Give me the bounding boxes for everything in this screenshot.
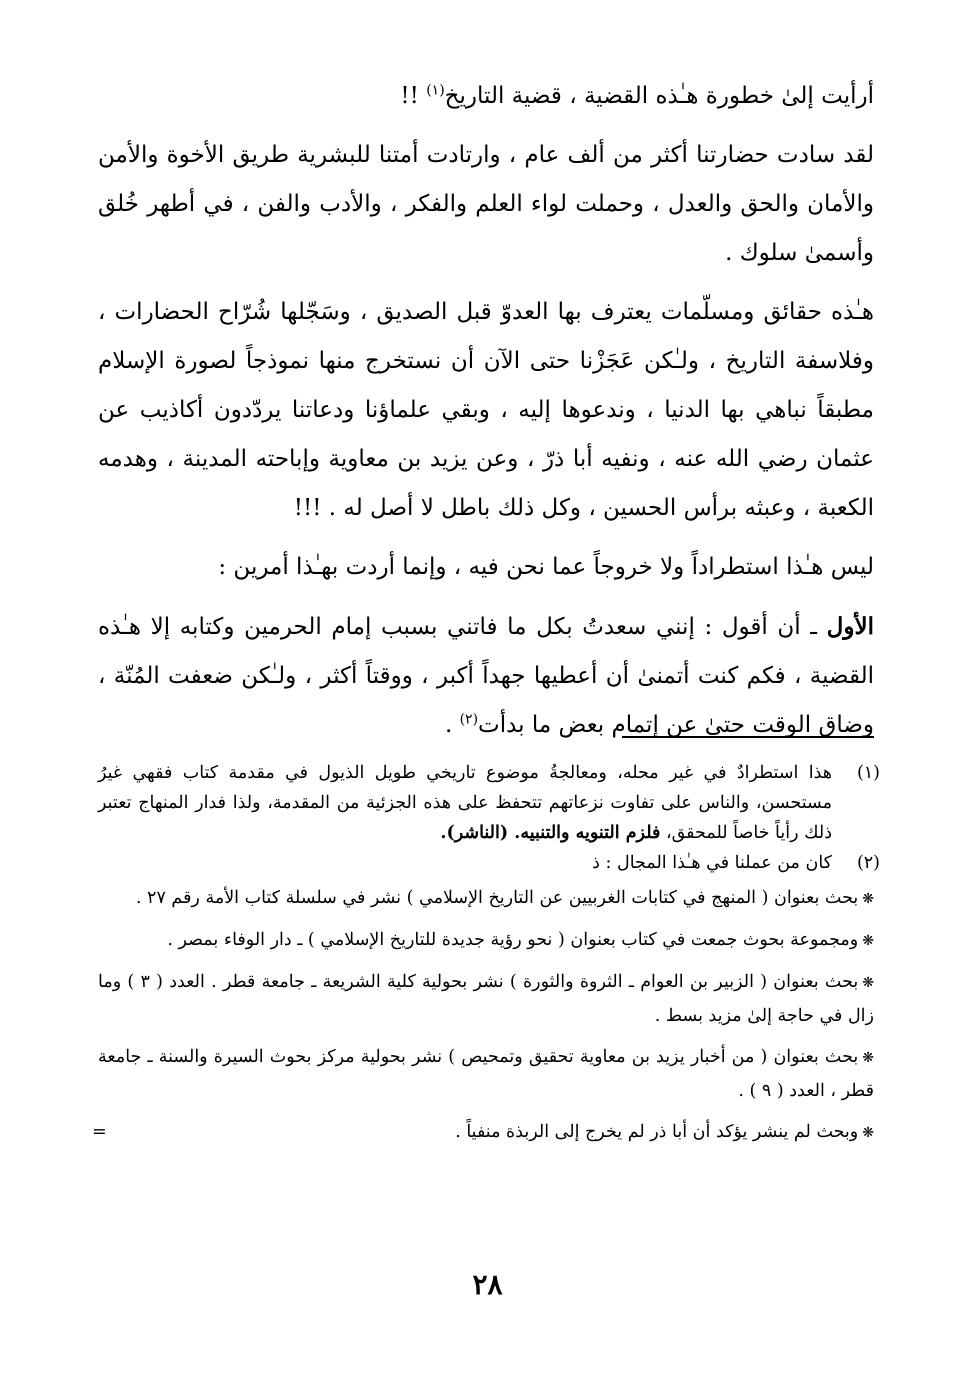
list-item-text: بحث بعنوان ( المنهج في كتابات الغربيين عن التاريخ الإسلامي ) نشر في سلسلة كتاب الأمة رقم ٢٧ . xyxy=(135,888,859,908)
footnote-1-text: هذا استطرادٌ في غير محله، ومعالجةُ موضوع تاريخي طويل الذيول في مقدمة كتاب فقهي غيرُ مستحسن، والناس على تفاوت نزعاتهم تتحفظ على هذه الجزئية من المقدمة، ولذا فدار المنهاج تعتبر ذلك رأياً خاصاً للمحقق، xyxy=(98,763,832,843)
paragraph-5-text: ـ أن أقول : إنني سعدتُ بكل ما فاتني بسبب إمام الحرمين وكتابه إلا هـٰذه القضية ، فكم كنت أتمنىٰ أن أعطيها جهداً أكبر ، ووقتاً أكثر ، ولـٰكن ضعفت المُنّة ، وضاق الوقت حتىٰ عن إتمام بعض ما بدأت xyxy=(98,614,874,738)
list-item-text: ومجموعة بحوث جمعت في كتاب بعنوان ( نحو رؤية جديدة للتاريخ الإسلامي ) ـ دار الوفاء بمصر . xyxy=(167,930,859,950)
list-item-text: بحث بعنوان ( الزبير بن العوام ـ الثروة والثورة ) نشر بحولية كلية الشريعة ـ جامعة قطر . العدد ( ٣ ) وما زال في حاجة إلىٰ مزيد بسط . xyxy=(98,972,874,1026)
footnote-2-list xyxy=(92,882,880,1150)
paragraph-2: لقد سادت حضارتنا أكثر من ألف عام ، وارتادت أمتنا للبشرية طريق الأخوة والأمن والأمان والحق والعدل ، وحملت لواء العلم والفكر ، والأدب والفن ، في أطهر خُلق وأسمىٰ سلوك . xyxy=(98,142,874,266)
list-item xyxy=(98,924,874,958)
footnote-1 xyxy=(98,758,880,848)
list-item xyxy=(98,966,874,1033)
footnote-1-bold: فلزم التنويه والتنبيه. (الناشر). xyxy=(440,823,661,843)
list-item xyxy=(98,1041,874,1108)
asterisk-icon: ❋ xyxy=(862,891,874,907)
footnote-2-text: كان من عملنا في هـٰذا المجال : ذ xyxy=(592,853,832,873)
continuation-mark: = xyxy=(92,1122,107,1142)
asterisk-icon: ❋ xyxy=(862,933,874,949)
asterisk-icon: ❋ xyxy=(862,975,874,991)
paragraph-1 xyxy=(98,72,874,121)
footnote-ref-2: (٢) xyxy=(459,711,479,728)
footnote-1-number: (١) xyxy=(856,763,880,783)
paragraph-1-end: !! xyxy=(400,83,427,109)
list-item-text: بحث بعنوان ( من أخبار يزيد بن معاوية تحقيق وتمحيص ) نشر بحولية مركز بحوث السيرة والسنة ـ جامعة قطر ، العدد ( ٩ ) . xyxy=(98,1047,874,1101)
main-text xyxy=(98,72,874,750)
asterisk-icon: ❋ xyxy=(862,1050,874,1066)
paragraph-5-end: . xyxy=(444,712,460,738)
footnote-1-body xyxy=(98,758,832,848)
list-item xyxy=(92,1116,874,1150)
footnotes xyxy=(92,758,880,1158)
footnote-2-number: (٢) xyxy=(856,853,880,873)
footnote-separator xyxy=(622,736,874,738)
paragraph-4: ليس هـٰذا استطراداً ولا خروجاً عما نحن فيه ، وإنما أردت بهـٰذا أمرين : xyxy=(218,554,874,580)
paragraph-5-lead: الأول xyxy=(826,613,874,640)
footnote-ref-1: (١) xyxy=(426,82,445,99)
page-number: ٢٨ xyxy=(472,1268,503,1301)
paragraph-5 xyxy=(98,602,874,750)
asterisk-icon: ❋ xyxy=(862,1125,874,1141)
footnote-2 xyxy=(98,848,880,878)
paragraph-1-text: أرأيت إلىٰ خطورة هـٰذه القضية ، قضية التاريخ xyxy=(444,83,874,109)
list-item xyxy=(98,882,874,916)
list-item-text: وبحث لم ينشر يؤكد أن أبا ذر لم يخرج إلى الربذة منفياً . xyxy=(455,1122,859,1142)
paragraph-3: هـٰذه حقائق ومسلّمات يعترف بها العدوّ قبل الصديق ، وسَجّلها شُرّاح الحضارات ، وفلاسفة التاريخ ، ولـٰكن عَجَزْنا حتى الآن أن نستخرج منها نموذجاً لصورة الإسلام مطبقاً نباهي بها الدنيا ، وندعوها إليه ، وبقي علماؤنا ودعاتنا يردّدون أكاذيب عن عثمان رضي الله عنه ، ونفيه أبا ذرّ ، وعن يزيد بن معاوية وإباحته المدينة ، وهدمه الكعبة ، وعبثه برأس الحسين ، وكل ذلك باطل لا أصل له . !!! xyxy=(98,299,874,521)
